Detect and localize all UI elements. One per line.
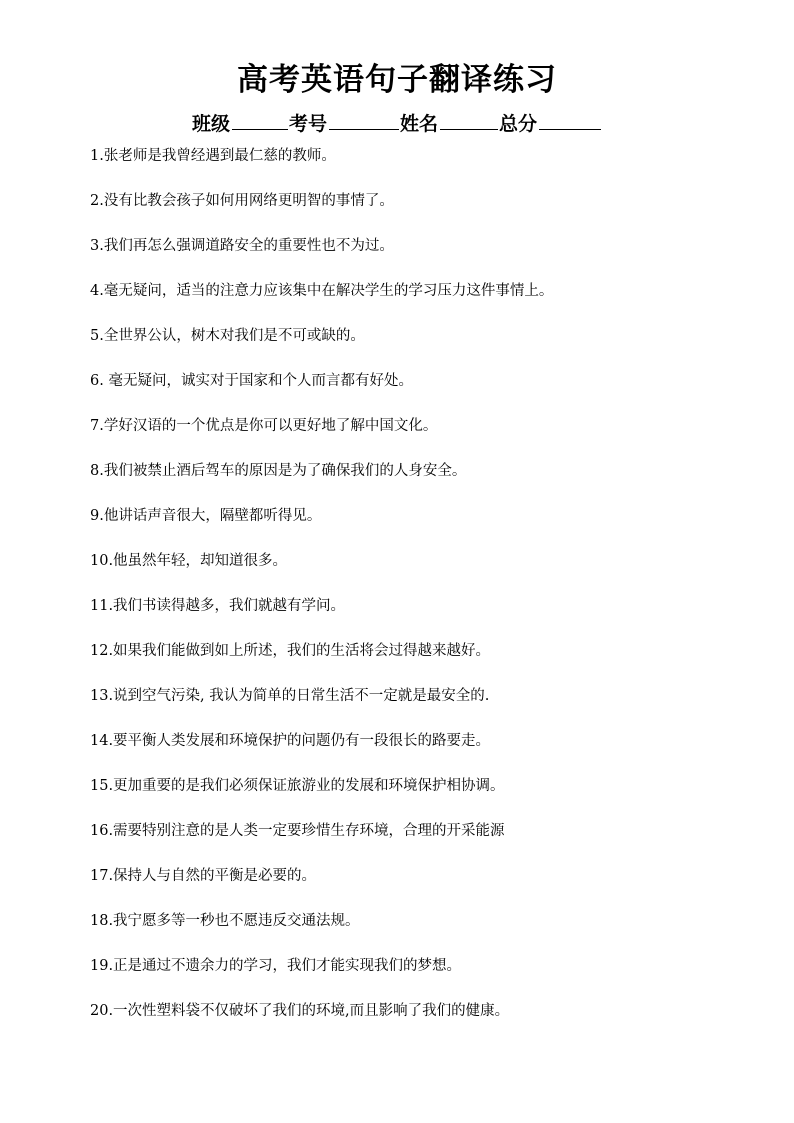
number-field: [289, 110, 400, 138]
question-item: 2.没有比教会孩子如何用网络更明智的事情了。: [90, 193, 394, 209]
student-info-line: [0, 110, 794, 138]
question-item: 10.他虽然年轻，却知道很多。: [90, 553, 288, 569]
question-item: 3.我们再怎么强调道路安全的重要性也不为过。: [90, 238, 394, 254]
question-item: 18.我宁愿多等一秒也不愿违反交通法规。: [90, 913, 360, 929]
question-item: 1.张老师是我曾经遇到最仁慈的教师。: [90, 148, 336, 164]
question-item: 6. 毫无疑问，诚实对于国家和个人而言都有好处。: [90, 373, 413, 389]
question-item: 8.我们被禁止酒后驾车的原因是为了确保我们的人身安全。: [90, 463, 467, 479]
name-blank: [440, 111, 498, 130]
question-item: 15.更加重要的是我们必须保证旅游业的发展和环境保护相协调。: [90, 778, 505, 794]
question-item: 16.需要特别注意的是人类一定要珍惜生存环境，合理的开采能源: [90, 823, 505, 839]
score-label: 总分: [499, 113, 538, 135]
question-item: 20.一次性塑料袋不仅破坏了我们的环境,而且影响了我们的健康。: [90, 1003, 510, 1019]
question-item: 13.说到空气污染, 我认为简单的日常生活不一定就是最安全的.: [90, 688, 490, 704]
question-item: 19.正是通过不遗余力的学习，我们才能实现我们的梦想。: [90, 958, 462, 974]
number-label: 考号: [288, 113, 327, 135]
question-item: 17.保持人与自然的平衡是必要的。: [90, 868, 317, 884]
question-item: 9.他讲话声音很大，隔壁都听得见。: [90, 508, 322, 524]
question-item: 14.要平衡人类发展和环境保护的问题仍有一段很长的路要走。: [90, 733, 491, 749]
class-field: [192, 110, 289, 138]
score-field: [499, 110, 602, 138]
score-blank: [539, 111, 601, 130]
number-blank: [329, 111, 399, 130]
question-item: 12.如果我们能做到如上所述，我们的生活将会过得越来越好。: [90, 643, 491, 659]
question-list: [90, 142, 770, 1042]
question-item: 4.毫无疑问，适当的注意力应该集中在解决学生的学习压力这件事情上。: [90, 283, 554, 299]
question-item: 7.学好汉语的一个优点是你可以更好地了解中国文化。: [90, 418, 438, 434]
name-label: 姓名: [400, 113, 439, 135]
question-item: 11.我们书读得越多，我们就越有学问。: [90, 598, 346, 614]
name-field: [400, 110, 499, 138]
document-title: 高考英语句子翻译练习: [237, 62, 557, 98]
class-label: 班级: [191, 113, 230, 135]
question-item: 5.全世界公认，树木对我们是不可或缺的。: [90, 328, 365, 344]
class-blank: [232, 111, 288, 130]
